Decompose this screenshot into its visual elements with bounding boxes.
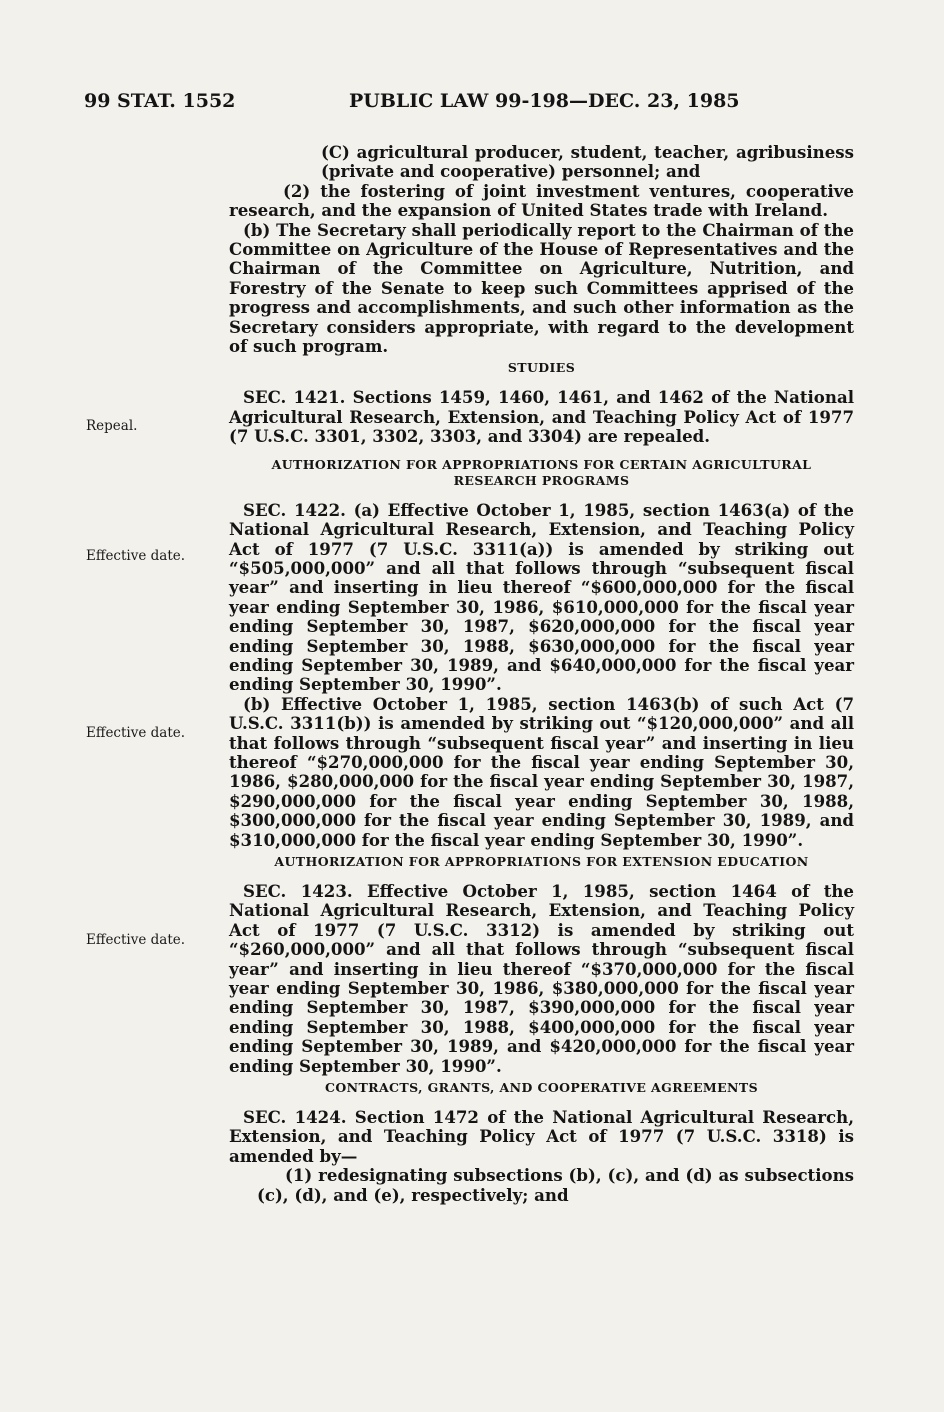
section-1424-item-1: (1) redesignating subsections (b), (c), and (d) as subsections (c), (d), and (e), respectively; and <box>257 1165 854 1205</box>
section-heading-studies: STUDIES <box>507 360 576 376</box>
section-1424: SEC. 1424. Section 1472 of the National Agricultural Research, Extension, and Teaching Policy Act of 1977 (7 U.S.C. 3318) is amended by— <box>229 1107 854 1166</box>
section-heading-authorization-extension: AUTHORIZATION FOR APPROPRIATIONS FOR EXTENSION EDUCATION <box>274 854 809 869</box>
document-body <box>229 143 854 1205</box>
public-law-citation: PUBLIC LAW 99-198—DEC. 23, 1985 <box>349 90 740 112</box>
margin-note-repeal: Repeal. <box>86 418 138 434</box>
paragraph-c: (C) agricultural producer, student, teacher, agribusiness (private and cooperative) personnel; and <box>321 142 854 182</box>
section-1423: SEC. 1423. Effective October 1, 1985, section 1464 of the National Agricultural Research, Extension, and Teaching Policy Act of 1977 (7 U.S.C. 3312) is amended by striking out “$260,000,000” and all that follows through “subsequent fiscal year” and inserting in lieu thereof “$370,000,000 for the fiscal year ending September 30, 1986, $380,000,000 for the fiscal year ending September 30, 1987, $390,000,000 for the fiscal year ending September 30, 1988, $400,000,000 for the fiscal year ending September 30, 1989, and $420,000,000 for the fiscal year ending September 30, 1990”. <box>229 881 854 1076</box>
section-heading-authorization-research: AUTHORIZATION FOR APPROPRIATIONS FOR CERTAIN AGRICULTURAL RESEARCH PROGRAMS <box>271 456 812 488</box>
page-header <box>84 90 854 120</box>
paragraph-2: (2) the fostering of joint investment ventures, cooperative research, and the expansion of United States trade with Ireland. <box>229 180 854 221</box>
paragraph-b: (b) The Secretary shall periodically report to the Chairman of the Committee on Agriculture of the House of Representatives and the Chairman of the Committee on Agriculture, Nutrition, and Forestry of the Senate to keep such Committees apprised of the progress and accomplishments, and such other information as the Secretary considers appropriate, with regard to the development of such program. <box>229 219 854 357</box>
statute-page-number: 99 STAT. 1552 <box>84 90 236 112</box>
margin-note-effective-date: Effective date. <box>86 725 186 741</box>
section-1422-a: SEC. 1422. (a) Effective October 1, 1985, section 1463(a) of the National Agricultural Research, Extension, and Teaching Policy Act of 1977 (7 U.S.C. 3311(a)) is amended by striking out “$505,000,000” and all that follows through “subsequent fiscal year” and inserting in lieu thereof “$600,000,000 for the fiscal year ending September 30, 1986, $610,000,000 for the fiscal year ending September 30, 1987, $620,000,000 for the fiscal year ending September 30, 1988, $630,000,000 for the fiscal year ending September 30, 1989, and $640,000,000 for the fiscal year ending September 30, 1990”. <box>229 499 854 695</box>
margin-note-effective-date: Effective date. <box>86 932 186 948</box>
margin-note-effective-date: Effective date. <box>86 548 186 564</box>
section-heading-contracts: CONTRACTS, GRANTS, AND COOPERATIVE AGREEMENTS <box>325 1080 758 1096</box>
section-1422-b: (b) Effective October 1, 1985, section 1463(b) of such Act (7 U.S.C. 3311(b)) is amended by striking out “$120,000,000” and all that follows through “subsequent fiscal year” and inserting in lieu thereof “$270,000,000 for the fiscal year ending September 30, 1986, $280,000,000 for the fiscal year ending September 30, 1987, $290,000,000 for the fiscal year ending September 30, 1988, $300,000,000 for the fiscal year ending September 30, 1989, and $310,000,000 for the fiscal year ending September 30, 1990”. <box>229 693 854 850</box>
section-1421: SEC. 1421. Sections 1459, 1460, 1461, and 1462 of the National Agricultural Research, Extension, and Teaching Policy Act of 1977 (7 U.S.C. 3301, 3302, 3303, and 3304) are repealed. <box>229 387 854 447</box>
